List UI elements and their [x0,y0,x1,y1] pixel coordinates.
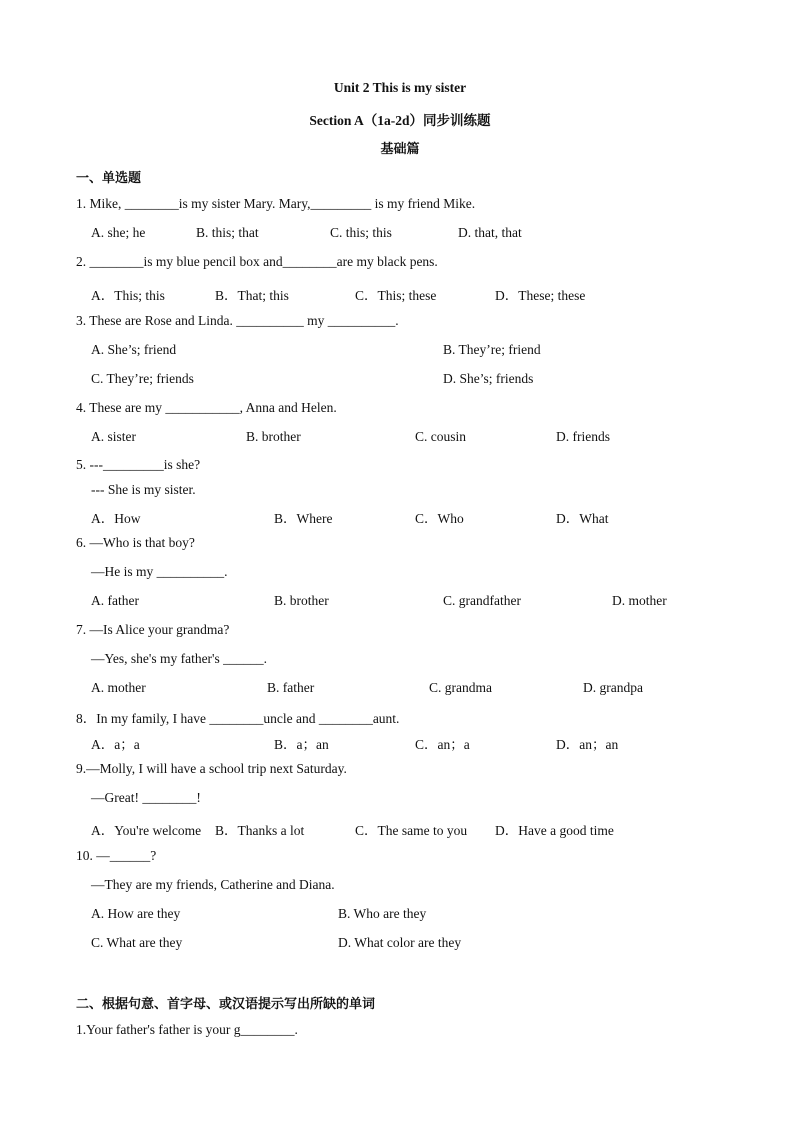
q10-option-c: C. What are they [91,935,183,950]
section2-heading: 二、根据句意、首字母、或汉语提示写出所缺的单词 [76,997,376,1012]
q6-reply: —He is my __________. [91,564,228,579]
q1-stem: 1. Mike, ________is my sister Mary. Mary,_________ is my friend Mike. [76,196,476,211]
q5-option-a: A．How [91,511,141,526]
q8-option-d: D．an；an [556,737,619,752]
q5-option-c: C．Who [415,511,464,526]
q2-option-d: D．These; these [495,288,586,303]
q6-stem: 6. —Who is that boy? [76,535,195,550]
q2-option-b: B．That; this [215,288,289,303]
q8-stem: 8．In my family, I have ________uncle and ________aunt. [76,711,400,726]
q9-option-b: B．Thanks a lot [215,823,305,838]
q5-reply: --- She is my sister. [91,482,196,497]
q4-stem: 4. These are my ___________, Anna and Helen. [76,400,337,415]
q6-option-c: C. grandfather [443,593,521,608]
level-label: 基础篇 [380,142,420,157]
q7-option-c: C. grandma [429,680,492,695]
q10-option-a: A. How are they [91,906,181,921]
q4-option-b: B. brother [246,429,301,444]
q3-option-b: B. They’re; friend [443,342,541,357]
q10-option-b: B. Who are they [338,906,427,921]
q6-option-b: B. brother [274,593,329,608]
q3-stem: 3. These are Rose and Linda. __________ my __________. [76,313,399,328]
q7-option-b: B. father [267,680,315,695]
q1-option-a: A. she; he [91,225,146,240]
s2-q1: 1.Your father's father is your g________. [76,1022,298,1037]
q2-stem: 2. ________is my blue pencil box and________are my black pens. [76,254,438,269]
page-title: Unit 2 This is my sister [333,80,467,95]
q2-option-c: C．This; these [355,288,437,303]
q4-option-c: C. cousin [415,429,467,444]
q8-option-b: B．a；an [274,737,329,752]
q7-reply: —Yes, she's my father's ______. [91,651,267,666]
q7-option-d: D. grandpa [583,680,643,695]
q8-option-a: A．a；a [91,737,140,752]
q6-option-d: D. mother [612,593,667,608]
q10-reply: —They are my friends, Catherine and Diana. [91,877,335,892]
q1-option-d: D. that, that [458,225,522,240]
q6-option-a: A. father [91,593,139,608]
q2-option-a: A．This; this [91,288,165,303]
q9-option-a: A．You're welcome [91,823,202,838]
q3-option-d: D. She’s; friends [443,371,534,386]
q3-option-a: A. She’s; friend [91,342,177,357]
q3-option-c: C. They’re; friends [91,371,194,386]
page-subtitle: Section A（1a-2d）同步训练题 [309,113,491,128]
q9-option-c: C．The same to you [355,823,468,838]
q5-option-b: B．Where [274,511,333,526]
q4-option-d: D. friends [556,429,610,444]
q10-stem: 10. —______? [76,848,157,863]
q1-option-b: B. this; that [196,225,259,240]
q7-stem: 7. —Is Alice your grandma? [76,622,230,637]
q8-option-c: C．an；a [415,737,470,752]
q10-option-d: D. What color are they [338,935,462,950]
section1-heading: 一、单选题 [76,171,142,186]
q4-option-a: A. sister [91,429,136,444]
q9-stem: 9.—Molly, I will have a school trip next Saturday. [76,761,347,776]
q5-option-d: D．What [556,511,609,526]
q9-reply: —Great! ________! [91,790,201,805]
q7-option-a: A. mother [91,680,146,695]
q1-option-c: C. this; this [330,225,392,240]
q9-option-d: D．Have a good time [495,823,614,838]
q5-stem: 5. ---_________is she? [76,457,201,472]
